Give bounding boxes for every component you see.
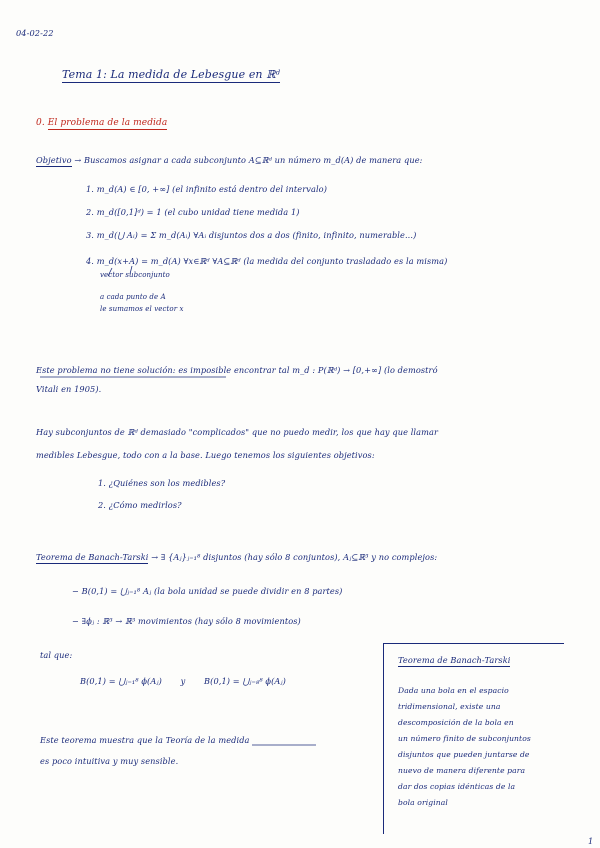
page-number: 1 xyxy=(588,836,594,846)
annotation-note: a cada punto de A xyxy=(100,293,166,301)
paragraph-line: medibles Lebesgue, todo con a la base. Luego tenemos los siguientes objetivos: xyxy=(36,450,375,460)
problem-line: Vitali en 1905). xyxy=(36,384,102,394)
theorem-label: Teorema de Banach-Tarski xyxy=(36,552,149,562)
objetivo-item: 2. m_d([0,1]ᵈ) = 1 (el cubo unidad tiene medida 1) xyxy=(86,207,300,217)
formula-b: B(0,1) = ⋃ⱼ₌₈⁸ ϕ(Aⱼ) xyxy=(204,676,286,686)
question-item: 1. ¿Quiénes son los medibles? xyxy=(98,478,226,488)
paragraph-line: Hay subconjuntos de ℝᵈ demasiado "complicados" que no puedo medir, los que hay que llamar xyxy=(36,427,438,437)
objetivo-line xyxy=(36,155,423,165)
annotation-note: le sumamos el vector x xyxy=(100,305,184,313)
question-item: 2. ¿Cómo medirlos? xyxy=(98,500,182,510)
objetivo-intro: → Buscamos asignar a cada subconjunto A⊆ℝᵈ un número m_d(A) de manera que: xyxy=(74,155,423,165)
sidebox-line: nuevo de manera diferente para xyxy=(398,766,526,775)
theorem-line xyxy=(36,552,437,562)
section-title: El problema de la medida xyxy=(47,118,168,128)
conclusion-line xyxy=(40,735,250,745)
sidebox-title xyxy=(398,655,510,665)
annotation-note: vector subconjunto xyxy=(100,271,170,279)
page-title xyxy=(62,68,280,81)
formula xyxy=(80,676,286,686)
sidebox-line: dar dos copias idénticas de la xyxy=(398,782,516,791)
theorem-statement: → ∃ {Aⱼ}ⱼ₌₁⁸ disjuntos (hay sólo 8 conjuntos), Aⱼ⊆ℝ³ y no complejos: xyxy=(151,552,438,562)
tal-que-label: tal que: xyxy=(40,650,73,660)
sidebox-line: un número finito de subconjuntos xyxy=(398,734,531,743)
sidebox-line: tridimensional, existe una xyxy=(398,702,501,711)
objetivo-item: 4. m_d(x+A) = m_d(A) ∀x∈ℝᵈ ∀A⊆ℝᵈ (la medida del conjunto trasladado es la misma) xyxy=(86,256,448,266)
sidebox-line: bola original xyxy=(398,798,448,807)
section-number: 0. xyxy=(36,118,45,128)
sidebox-line: descomposición de la bola en xyxy=(398,718,514,727)
objetivo-item: 1. m_d(A) ∈ [0, +∞] (el infinito está dentro del intervalo) xyxy=(86,184,327,194)
date: 04-02-22 xyxy=(16,28,54,38)
problem-line: Este problema no tiene solución: es imposible encontrar tal m_d : P(ℝᵈ) → [0,+∞] (lo demostró xyxy=(36,365,438,375)
section-heading xyxy=(36,118,167,128)
sidebox-title-text: Teorema de Banach-Tarski xyxy=(398,655,511,665)
formula-a: B(0,1) = ⋃ⱼ₌₁⁸ ϕ(Aⱼ) xyxy=(80,676,162,686)
theorem-bullet: − B(0,1) = ⋃ⱼ₌₁⁸ Aⱼ (la bola unidad se puede dividir en 8 partes) xyxy=(72,586,343,596)
objetivo-label: Objetivo xyxy=(36,155,72,165)
formula-separator: y xyxy=(180,676,186,686)
objetivo-item: 3. m_d(⋃ Aᵢ) = Σ m_d(Aᵢ) ∀Aᵢ disjuntos dos a dos (finito, infinito, numerable...) xyxy=(86,230,417,240)
sidebox-line: disjuntos que pueden juntarse de xyxy=(398,750,530,759)
theorem-bullet: − ∃ϕⱼ : ℝ³ → ℝ³ movimientos (hay sólo 8 movimientos) xyxy=(72,616,301,626)
conclusion-text: Este teorema muestra que la Teoría de la medida xyxy=(40,735,250,745)
page-title-text: Tema 1: La medida de Lebesgue en ℝᵈ xyxy=(62,68,280,81)
conclusion-line: es poco intuitiva y muy sensible. xyxy=(40,756,179,766)
sidebox-line: Dada una bola en el espacio xyxy=(398,686,509,695)
